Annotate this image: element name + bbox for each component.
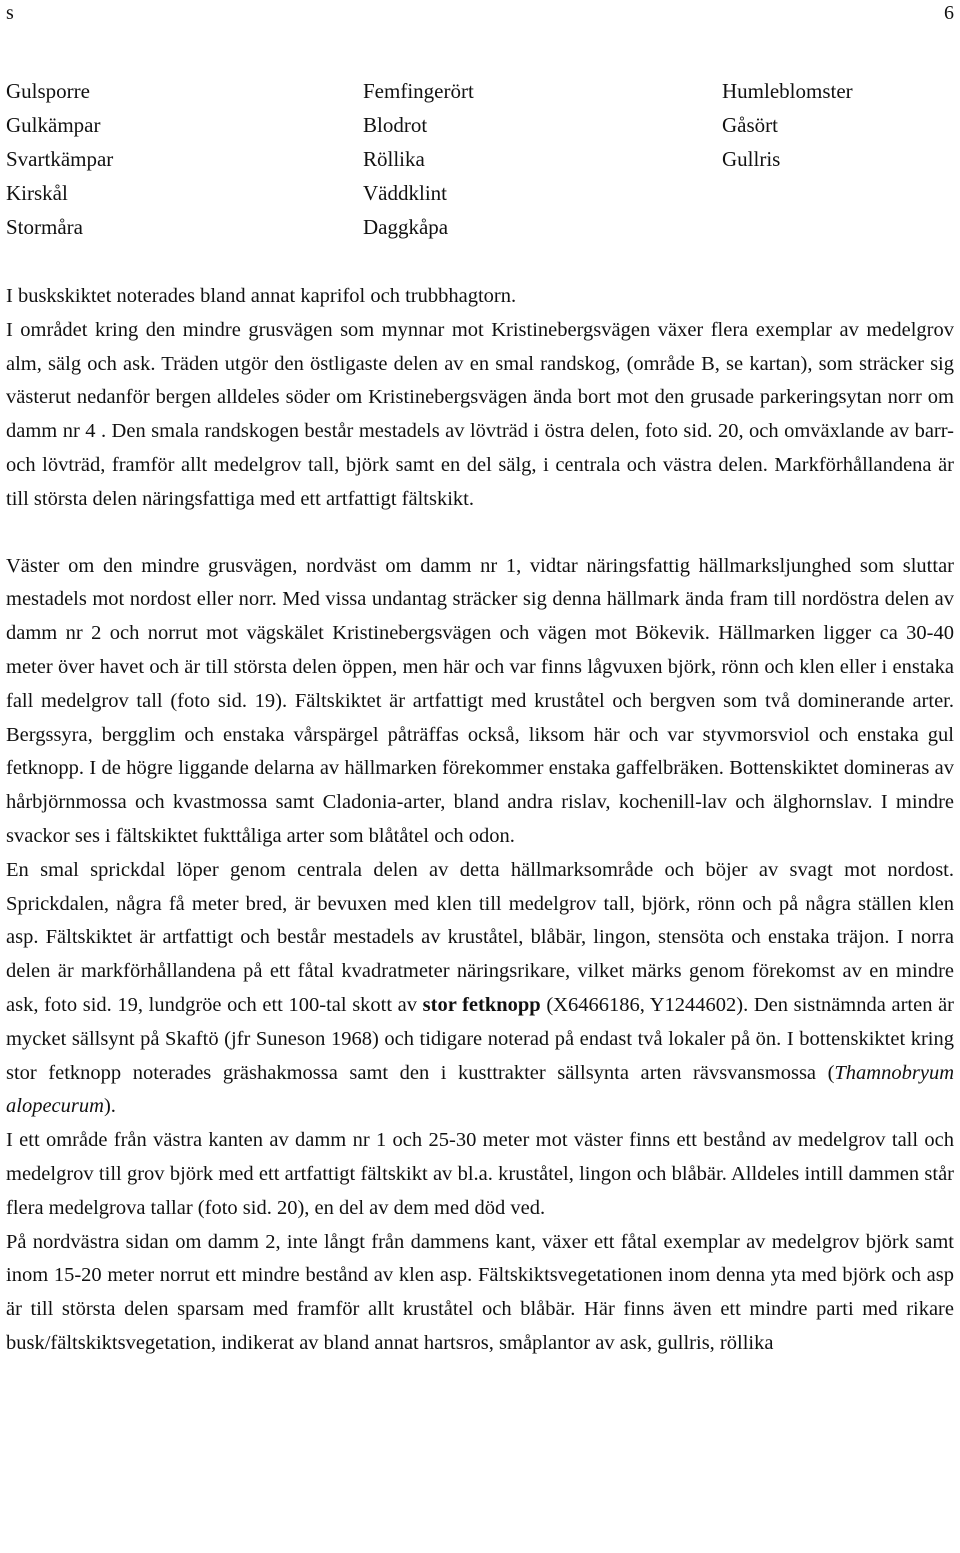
paragraph-heath: Väster om den mindre grusvägen, nordväst om damm nr 1, vidtar näringsfattig hällmarksljunghed som sluttar mestadels mot nordost eller norr. Med vissa undantag sträcker sig denna hällmark ända fram till nordöstra delen av damm nr 2 och norrut mot vägskälet Kristinebergsvägen och vägen mot Bökevik. Hällmarken ligger ca 30-40 meter över havet och är till största delen öppen, men här och var finns lågvuxen björk, rönn och klen eller i enstaka fall medelgrov tall (foto sid. 19). Fältskiktet är artfattigt med kruståtel och bergven som två dominerande arter. Bergssyra, bergglim och enstaka vårspärgel påträffas också, liksom här och var styvmorsviol och enstaka gul fetknopp. I de högre liggande delarna av hällmarken förekommer enstaka gaffelbräken. Bottenskiktet domineras av hårbjörnmossa och kvastmossa samt Cladonia-arter, bland andra rislav, kochenill-lav och älghornslav. I mindre svackor ses i fältskiktet fukttåliga arter som blåtåtel och odon. <box>6 554 954 847</box>
species-item: Blodrot <box>363 113 428 137</box>
species-item: Humleblomster <box>722 79 853 103</box>
body-text <box>6 280 954 1361</box>
paragraph-shrub-layer: I buskskiktet noterades bland annat kaprifol och trubbhagtorn. <box>6 285 517 307</box>
species-item: Gåsört <box>722 113 778 137</box>
page-number: 6 <box>944 2 954 24</box>
paragraph-birch-aspen: På nordvästra sidan om damm 2, inte långt från dammens kant, växer ett fåtal exemplar av medelgrov björk samt inom 15-20 meter norrut ett mindre bestånd av klen asp. Fältskiktsvegetationen inom denna yta med björk och asp är till största delen sparsam med framför allt kruståtel och blåbär. Här finns även ett mindre parti med rikare busk/fältskiktsvegetation, indikerat av bland annat hartsros, småplantor av ask, gullris, röllika <box>6 1230 954 1354</box>
page-header <box>6 0 954 30</box>
species-item: Svartkämpar <box>6 147 114 171</box>
species-item: Väddklint <box>363 181 447 205</box>
latin-name: Thamnobryum alopecurum <box>6 1061 954 1118</box>
paragraph-text: ). <box>103 1095 116 1118</box>
species-column-3 <box>722 74 853 176</box>
paragraph-text: En smal sprickdal löper genom centrala delen av detta hällmarksområde och böjer av svagt mot nordost. Sprickdalen, några få meter bred, är bevuxen med klen till medelgrov tall, björk, rönn och på några ställen klen asp. Fältskiktet är artfattigt och består mestadels av kruståtel, blåbär, lingon, stensöta och enstaka träjon. I norra delen är markförhållandena på ett fåtal kvadratmeter näringsrikare, vilket märks genom förekomst av en mindre ask, foto sid. 19, lundgröe och ett 100-tal skott av <box>6 858 954 1016</box>
species-item: Femfingerört <box>363 79 474 103</box>
species-column-2 <box>363 74 474 244</box>
header-left-text: s <box>6 2 14 24</box>
species-item: Gulsporre <box>6 79 90 103</box>
paragraph-text: (X6466186, Y1244602). Den sistnämnda arten är mycket sällsynt på Skaftö (jfr Suneson 1968) och tidigare noterad på endast två lokaler på ön. I bottenskiktet kring stor fetknopp noterades gräshakmossa samt den i kusttrakter sällsynta arten rävsvansmossa ( <box>6 993 955 1084</box>
species-column-1 <box>6 74 113 244</box>
species-item: Stormåra <box>6 215 83 239</box>
species-highlight: stor fetknopp <box>422 993 541 1016</box>
species-item: Kirskål <box>6 181 68 205</box>
paragraph-crevice-valley <box>6 854 954 1124</box>
species-item: Daggkåpa <box>363 215 449 239</box>
species-item: Röllika <box>363 147 425 171</box>
paragraph-pine-stand: I ett område från västra kanten av damm nr 1 och 25-30 meter mot väster finns ett bestånd av medelgrov tall och medelgrov till grov björk med ett artfattigt fältskikt av bl.a. kruståtel, lingon och blåbär. Alldeles intill dammen står flera medelgrova tallar (foto sid. 20), en del av dem med död ved. <box>6 1129 954 1219</box>
paragraph-edge-forest: I området kring den mindre grusvägen som mynnar mot Kristinebergsvägen växer flera exemplar av medelgrov alm, sälg och ask. Träden utgör den östligaste delen av en smal randskog, (område B, se kartan), som sträcker sig västerut nedanför bergen alldeles söder om Kristinebergsvägen ända bort mot den grusade parkeringsytan norr om damm nr 4 . Den smala randskogen består mestadels av lövträd i östra delen, foto sid. 20, och omväxlande av barr- och lövträd, framför allt medelgrov tall, björk samt en del sälg, i centrala och västra delen. Markförhållandena är till största delen näringsfattiga med ett artfattigt fältskikt. <box>6 318 954 510</box>
species-item: Gulkämpar <box>6 113 101 137</box>
species-item: Gullris <box>722 147 781 171</box>
